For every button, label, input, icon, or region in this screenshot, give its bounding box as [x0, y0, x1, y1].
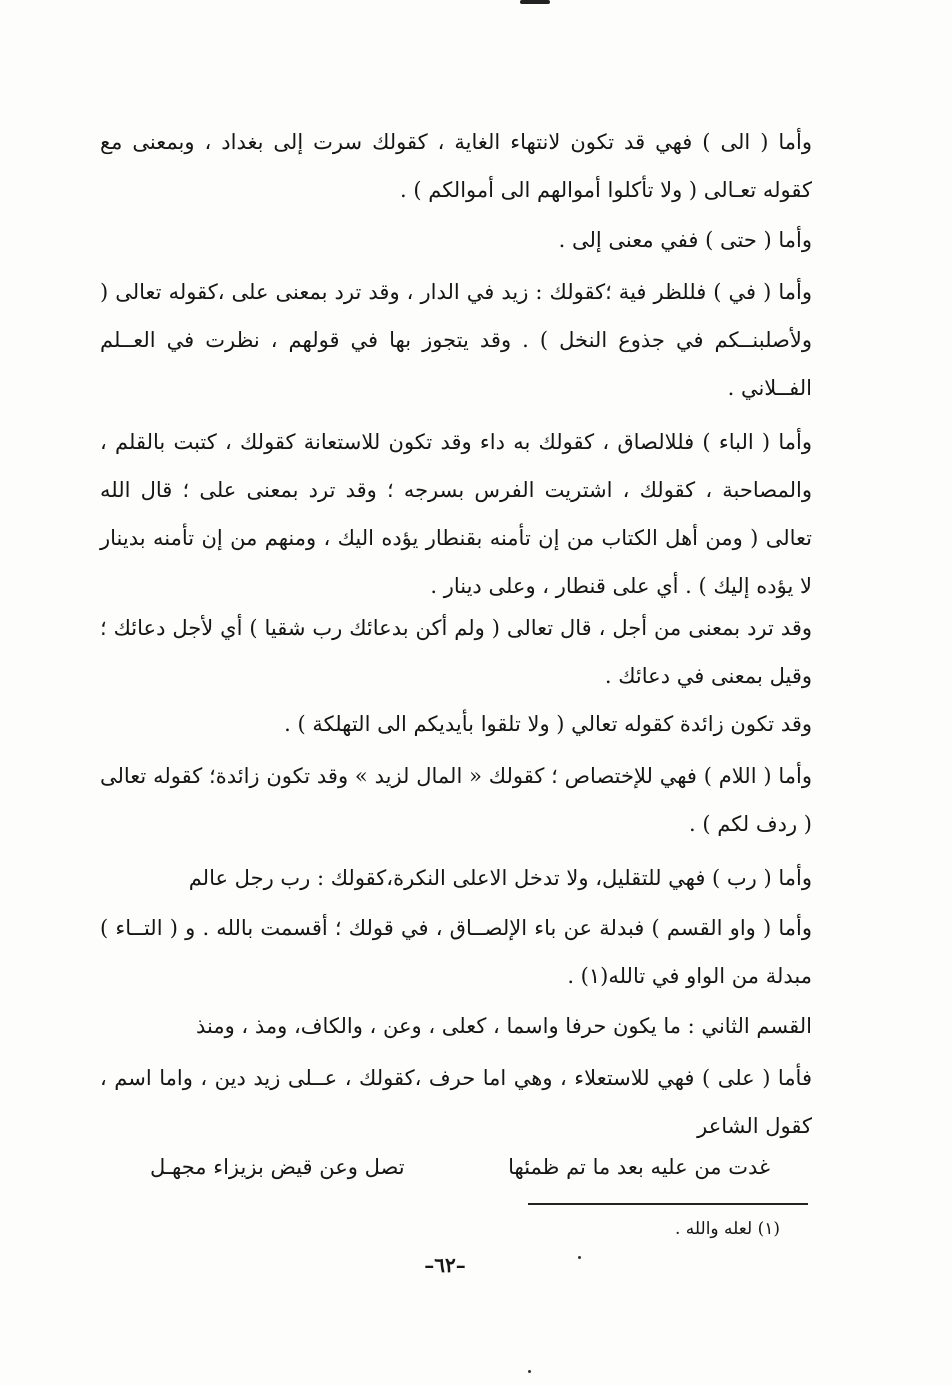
paragraph-text: وأما ( حتى ) ففي معنى إلى .	[558, 228, 812, 252]
page-number: –٦٢–	[424, 1253, 466, 1277]
footnote: (١) لعله والله .	[674, 1219, 780, 1239]
paragraph-text: وقد ترد بمعنى من أجل ، قال تعالى ( ولم أكن بدعائك رب شقيا ) أي لأجل دعائك ؛ وقيل بمعنى في دعائك .	[100, 616, 812, 688]
paragraph-text: وأما ( الى ) فهي قد تكون لانتهاء الغاية ، كقولك سرت إلى بغداد ، وبمعنى مع كقوله تعـالى ( ولا تأكلوا أموالهم الى أموالكم ) .	[100, 130, 812, 202]
paragraph-text: وأما ( اللام ) فهي للإختصاص ؛ كقولك « المال لزيد » وقد تكون زائدة؛ كقوله تعالى ( ردف لكم ) .	[100, 764, 812, 836]
paragraph-fi	[100, 268, 812, 412]
paragraph-ila	[100, 118, 812, 214]
paragraph-ala	[100, 1054, 812, 1150]
poetry-verse	[150, 1143, 770, 1191]
paragraph-waw-qasam	[100, 904, 812, 1000]
scan-speck	[528, 1370, 531, 1373]
paragraph-second-section	[100, 1002, 812, 1050]
page-edge-mark	[520, 0, 550, 4]
paragraph-text: وأما ( رب ) فهي للتقليل، ولا تدخل الاعلى النكرة،كقولك : رب رجل عالم	[188, 866, 812, 890]
paragraph-text: وأما ( الباء ) فللالصاق ، كقولك به داء وقد تكون للاستعانة كقولك ، كتبت بالقلم ، والمصاحبة ، كقولك ، اشتريت الفرس بسرجه ؛ وقد ترد بمعنى على ؛ قال الله تعالى ( ومن أهل الكتاب من إن تأمنه بقنطار يؤده اليك ، ومنهم من إن تأمنه بدينار لا يؤده إليك ) . أي على قنطار ، وعلى دينار .	[100, 430, 812, 598]
paragraph-lam	[100, 752, 812, 848]
paragraph-text: القسم الثاني : ما يكون حرفا واسما ، كعلى ، وعن ، والكاف، ومذ ، ومنذ	[196, 1014, 812, 1038]
paragraph-ba	[100, 418, 812, 610]
scan-speck	[578, 1256, 581, 1259]
paragraph-text: وأما ( في ) فللظر فية ؛كقولك : زيد في الدار ، وقد ترد بمعنى على ،كقوله تعالى ( ولأصلبنــكم في جذوع النخل ) . وقد يتجوز بها في قولهم ، نظرت في العــلم الفــلاني .	[100, 280, 812, 400]
paragraph-text: وأما ( واو القسم ) فبدلة عن باء الإلصــاق ، في قولك ؛ أقسمت بالله . و ( التــاء ) مبدلة من الواو في تالله(١) .	[100, 916, 812, 988]
paragraph-min-ajl	[100, 604, 812, 700]
verse-first-hemistich: غدت من عليه بعد ما تم ظمئها	[508, 1155, 770, 1179]
paragraph-text: وقد تكون زائدة كقوله تعالي ( ولا تلقوا بأيديكم الى التهلكة ) .	[284, 712, 812, 736]
footnote-divider	[528, 1203, 808, 1205]
paragraph-hatta	[100, 216, 812, 264]
paragraph-zaida	[100, 700, 812, 748]
paragraph-rubba	[100, 854, 812, 902]
paragraph-text: فأما ( على ) فهي للاستعلاء ، وهي اما حرف ،كقولك ، عــلى زيد دين ، واما اسم ، كقول الشاعر	[100, 1066, 812, 1138]
verse-second-hemistich: تصل وعن قيض بزيزاء مجهـل	[150, 1155, 405, 1179]
